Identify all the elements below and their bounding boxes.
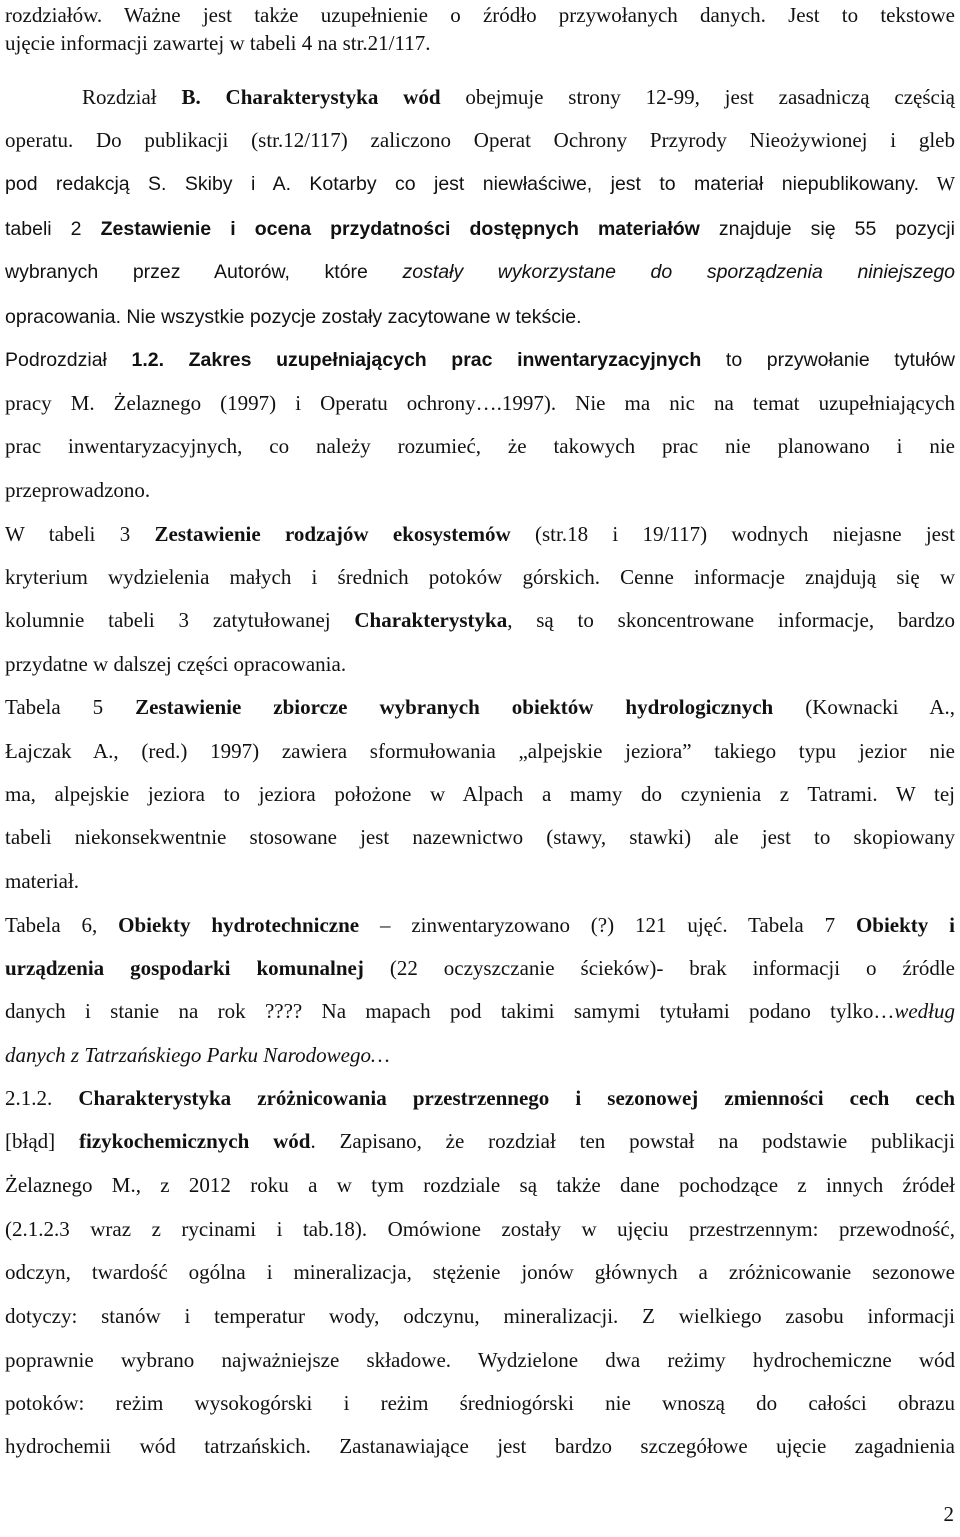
text-span: (str.18 i 19/117) wodnych niejasne jest	[510, 522, 955, 546]
text-line	[5, 125, 955, 155]
text-span: potoków: reżim wysokogórski i reżim średniogórski nie wnoszą do całości obrazu	[5, 1391, 955, 1415]
text-span: ujęcie informacji zawartej w tabeli 4 na str.21/117.	[5, 31, 431, 55]
text-span: odczyn, twardość ogólna i mineralizacja, stężenie jonów głównych a zróżnicowanie sezonowe	[5, 1260, 955, 1284]
text-span: (Kownacki A.,	[773, 695, 955, 719]
text-line	[5, 736, 955, 766]
text-span: . Zapisano, że rozdział ten powstał na podstawie publikacji	[310, 1129, 955, 1153]
text-line	[5, 562, 955, 592]
text-span: W	[919, 174, 955, 195]
text-span: prac inwentaryzacyjnych, co należy rozumieć, że takowych prac nie planowano i nie	[5, 434, 955, 458]
text-span: Tabela 5	[5, 695, 136, 719]
text-line	[5, 28, 955, 58]
text-line	[5, 866, 955, 896]
text-span: tabeli 2	[5, 218, 101, 240]
text-span: hydrochemii wód tatrzańskich. Zastanawiające jest bardzo szczegółowe ujęcie zagadnienia	[5, 1434, 955, 1458]
bold-text: urządzenia gospodarki komunalnej	[5, 956, 364, 980]
text-span: kryterium wydzielenia małych i średnich potoków górskich. Cenne informacje znajdują się w	[5, 565, 955, 589]
text-line	[5, 649, 955, 679]
bold-text: fizykochemicznych wód	[79, 1129, 311, 1153]
page-number: 2	[943, 1502, 954, 1526]
text-span: to przywołanie tytułów	[701, 349, 955, 371]
text-span: Żelaznego M., z 2012 roku a w tym rozdziale są także dane pochodzące z innych źródeł	[5, 1173, 955, 1197]
bold-text: Zestawienie zbiorcze wybranych obiektów hydrologicznych	[135, 695, 774, 719]
bold-text: Charakterystyka zróżnicowania przestrzennego i sezonowej zmienności cech cech	[78, 1086, 955, 1110]
text-line	[5, 1170, 955, 1200]
text-line	[5, 779, 955, 809]
text-line	[5, 605, 955, 635]
text-line	[5, 1388, 955, 1418]
text-span: Łajczak A., (red.) 1997) zawiera sformułowania „alpejskie jeziora” takiego typu jezior nie	[5, 739, 955, 763]
text-span: , są to skoncentrowane informacje, bardzo	[507, 608, 955, 632]
text-span: pod redakcją S. Skiby i A. Kotarby co jest niewłaściwe, jest to materiał niepublikowany.	[5, 173, 920, 195]
text-span: ma, alpejskie jeziora to jeziora położone w Alpach a mamy do czynienia z Tatrami. W tej	[5, 782, 955, 806]
italic-text: według	[894, 999, 955, 1023]
text-span: operatu. Do publikacji (str.12/117) zaliczono Operat Ochrony Przyrody Nieożywionej i gleb	[5, 128, 955, 152]
text-span: tabeli niekonsekwentnie stosowane jest nazewnictwo (stawy, stawki) ale jest to skopiowany	[5, 825, 955, 849]
text-span: przeprowadzono.	[5, 478, 151, 502]
bold-text: 1.2. Zakres uzupełniających prac inwentaryzacyjnych	[131, 349, 702, 371]
text-span: dotyczy: stanów i temperatur wody, odczynu, mineralizacji. Z wielkiego zasobu informacji	[5, 1304, 955, 1328]
bold-text: Zestawienie i ocena przydatności dostępnych materiałów	[100, 218, 700, 240]
bold-text: B. Charakterystyka wód	[181, 85, 441, 109]
text-line	[5, 1126, 955, 1156]
text-span: – zinwentaryzowano (?) 121 ujęć. Tabela 7	[359, 913, 856, 937]
text-line	[5, 692, 955, 722]
text-line	[5, 996, 955, 1026]
text-line	[5, 214, 955, 244]
text-span: [błąd]	[5, 1129, 79, 1153]
text-line	[5, 0, 955, 30]
bold-text: Zestawienie rodzajów ekosystemów	[154, 522, 511, 546]
text-span: przydatne w dalszej części opracowania.	[5, 652, 347, 676]
text-line	[5, 302, 955, 332]
text-span: obejmuje strony 12-99, jest zasadniczą częścią	[440, 85, 955, 109]
text-span: pracy M. Żelaznego (1997) i Operatu ochrony….1997). Nie ma nic na temat uzupełniających	[5, 391, 955, 415]
text-line	[5, 1431, 955, 1461]
text-span: Podrozdział	[5, 349, 132, 371]
text-span: Tabela 6,	[5, 913, 119, 937]
italic-text: zostały wykorzystane do sporządzenia niniejszego	[402, 261, 956, 283]
text-line	[5, 1345, 955, 1375]
text-line	[5, 953, 955, 983]
text-line	[5, 169, 955, 199]
bold-text: Obiekty i	[855, 913, 955, 937]
text-line	[5, 1214, 955, 1244]
text-line	[5, 475, 955, 505]
text-span: znajduje się 55 pozycji	[699, 218, 955, 240]
text-span: rozdziałów. Ważne jest także uzupełnienie o źródło przywołanych danych. Jest to tekstowe	[5, 3, 955, 27]
italic-text: danych z Tatrzańskiego Parku Narodowego…	[5, 1043, 390, 1067]
text-span: danych i stanie na rok ???? Na mapach pod takimi samymi tytułami podano tylko…	[5, 999, 895, 1023]
text-line	[5, 1257, 955, 1287]
text-line	[5, 910, 955, 940]
text-line	[5, 257, 955, 287]
text-line	[82, 82, 955, 112]
bold-text: Charakterystyka	[354, 608, 508, 632]
text-line	[5, 1040, 955, 1070]
text-line	[5, 431, 955, 461]
text-span: wybranych przez Autorów, które	[5, 261, 403, 283]
text-line	[5, 388, 955, 418]
text-span: Rozdział	[82, 85, 182, 109]
bold-text: Obiekty hydrotechniczne	[118, 913, 360, 937]
text-line	[5, 519, 955, 549]
text-line	[5, 1083, 955, 1113]
text-span: poprawnie wybrano najważniejsze składowe. Wydzielone dwa reżimy hydrochemiczne wód	[5, 1348, 955, 1372]
text-span: (22 oczyszczanie ścieków)- brak informacji o źródle	[363, 956, 955, 980]
text-span: 2.1.2.	[5, 1086, 79, 1110]
text-line	[5, 345, 955, 375]
text-span: (2.1.2.3 wraz z rycinami i tab.18). Omówione zostały w ujęciu przestrzennym: przewodność,	[5, 1217, 955, 1241]
text-span: kolumnie tabeli 3 zatytułowanej	[5, 608, 355, 632]
text-line	[5, 1301, 955, 1331]
text-span: materiał.	[5, 869, 80, 893]
text-line	[5, 822, 955, 852]
text-span: W tabeli 3	[5, 522, 155, 546]
text-span: opracowania. Nie wszystkie pozycje zostały zacytowane w tekście.	[5, 306, 582, 328]
